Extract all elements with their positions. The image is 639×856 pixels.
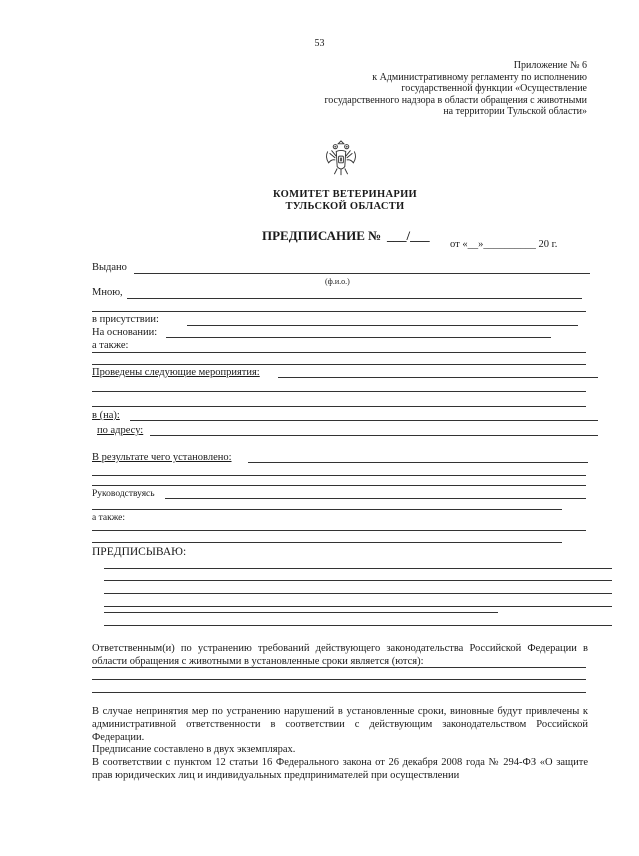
committee-line: ТУЛЬСКОЙ ОБЛАСТИ xyxy=(285,201,405,212)
responsible-line-1[interactable] xyxy=(92,667,586,668)
liability-text: В случае непринятия мер по устранению нарушений в установленные сроки, виновные будут привлечены к административной ответственности в соответствии с действующим законодательством Российской Федерации. xyxy=(92,706,588,743)
field-label-at-address: по адресу: xyxy=(97,425,144,436)
field-line-established[interactable] xyxy=(248,462,588,463)
prescribe-line-4[interactable] xyxy=(104,606,612,607)
field-line-measures-3[interactable] xyxy=(92,406,586,407)
field-line-also-1b[interactable] xyxy=(92,364,586,365)
prescribe-line-6[interactable] xyxy=(104,625,612,626)
field-label-issued-to: Выдано xyxy=(92,262,127,273)
page-number: 53 xyxy=(314,38,325,49)
field-line-established-2[interactable] xyxy=(92,475,586,476)
field-label-in-presence: в присутствии: xyxy=(92,314,159,325)
prescribe-line-1[interactable] xyxy=(104,568,612,569)
field-label-by-me: Мною, xyxy=(92,287,123,298)
responsible-paragraph xyxy=(92,643,588,669)
law-text: В соответствии с пунктом 12 статьи 16 Федерального закона от 26 декабря 2008 года № 294-ФЗ «О защите прав юридических лиц и индивидуальных предпринимателей при осуществлении xyxy=(92,757,588,781)
fio-caption: (ф.и.о.) xyxy=(325,277,350,286)
field-label-on-basis: На основании: xyxy=(92,327,158,338)
appendix-header xyxy=(324,60,587,118)
copies-text: Предписание составлено в двух экземплярах. xyxy=(92,744,296,756)
responsible-line-2[interactable] xyxy=(92,679,586,680)
document-number: ___/___ xyxy=(387,228,430,243)
field-line-measures-2[interactable] xyxy=(92,391,586,392)
field-label-also-1: а также: xyxy=(92,340,129,351)
field-label-guided-by: Руководствуясь xyxy=(92,489,155,499)
field-line-in-presence[interactable] xyxy=(187,325,578,326)
field-line-at-address[interactable] xyxy=(150,435,598,436)
responsible-line-3[interactable] xyxy=(92,692,586,693)
field-label-also-2: а также: xyxy=(92,513,125,523)
document-date: от «__»__________ 20 г. xyxy=(450,239,558,250)
field-line-by-me[interactable] xyxy=(127,298,582,299)
committee-name xyxy=(0,189,639,213)
field-line-by-me-2[interactable] xyxy=(92,311,586,312)
liability-paragraph xyxy=(92,706,588,783)
field-line-in-at[interactable] xyxy=(130,420,598,421)
field-line-guided-by[interactable] xyxy=(165,498,586,499)
field-label-established: В результате чего установлено: xyxy=(92,452,232,463)
field-line-issued-to[interactable] xyxy=(134,273,590,274)
prescribe-line-5[interactable] xyxy=(104,612,498,613)
field-line-also-2b[interactable] xyxy=(92,542,562,543)
field-label-in-at: в (на): xyxy=(92,410,120,421)
field-label-measures: Проведены следующие мероприятия: xyxy=(92,367,260,378)
appendix-line: на территории Тульской области» xyxy=(443,106,587,117)
responsible-text: Ответственным(и) по устранению требований действующего законодательства Российской Федерации в области обращения с животными в установленные сроки является (ются): xyxy=(92,643,588,667)
field-line-also-1[interactable] xyxy=(92,352,586,353)
field-line-guided-by-2[interactable] xyxy=(92,509,562,510)
field-line-also-2[interactable] xyxy=(92,530,586,531)
document-title: ПРЕДПИСАНИЕ № xyxy=(262,228,382,243)
appendix-line: к Административному регламенту по исполнению xyxy=(372,71,587,83)
coat-of-arms-icon xyxy=(322,140,360,178)
appendix-line: Приложение № 6 xyxy=(513,60,587,71)
field-line-on-basis[interactable] xyxy=(166,337,551,338)
prescribe-line-3[interactable] xyxy=(104,593,612,594)
field-line-established-3[interactable] xyxy=(92,485,586,486)
appendix-line: государственной функции «Осуществление xyxy=(401,83,587,94)
field-line-measures[interactable] xyxy=(278,377,598,378)
prescribe-heading: ПРЕДПИСЫВАЮ: xyxy=(92,546,187,558)
committee-line: КОМИТЕТ ВЕТЕРИНАРИИ xyxy=(272,189,418,200)
appendix-line: государственного надзора в области обращения с животными xyxy=(324,94,587,106)
prescribe-line-2[interactable] xyxy=(104,580,612,581)
